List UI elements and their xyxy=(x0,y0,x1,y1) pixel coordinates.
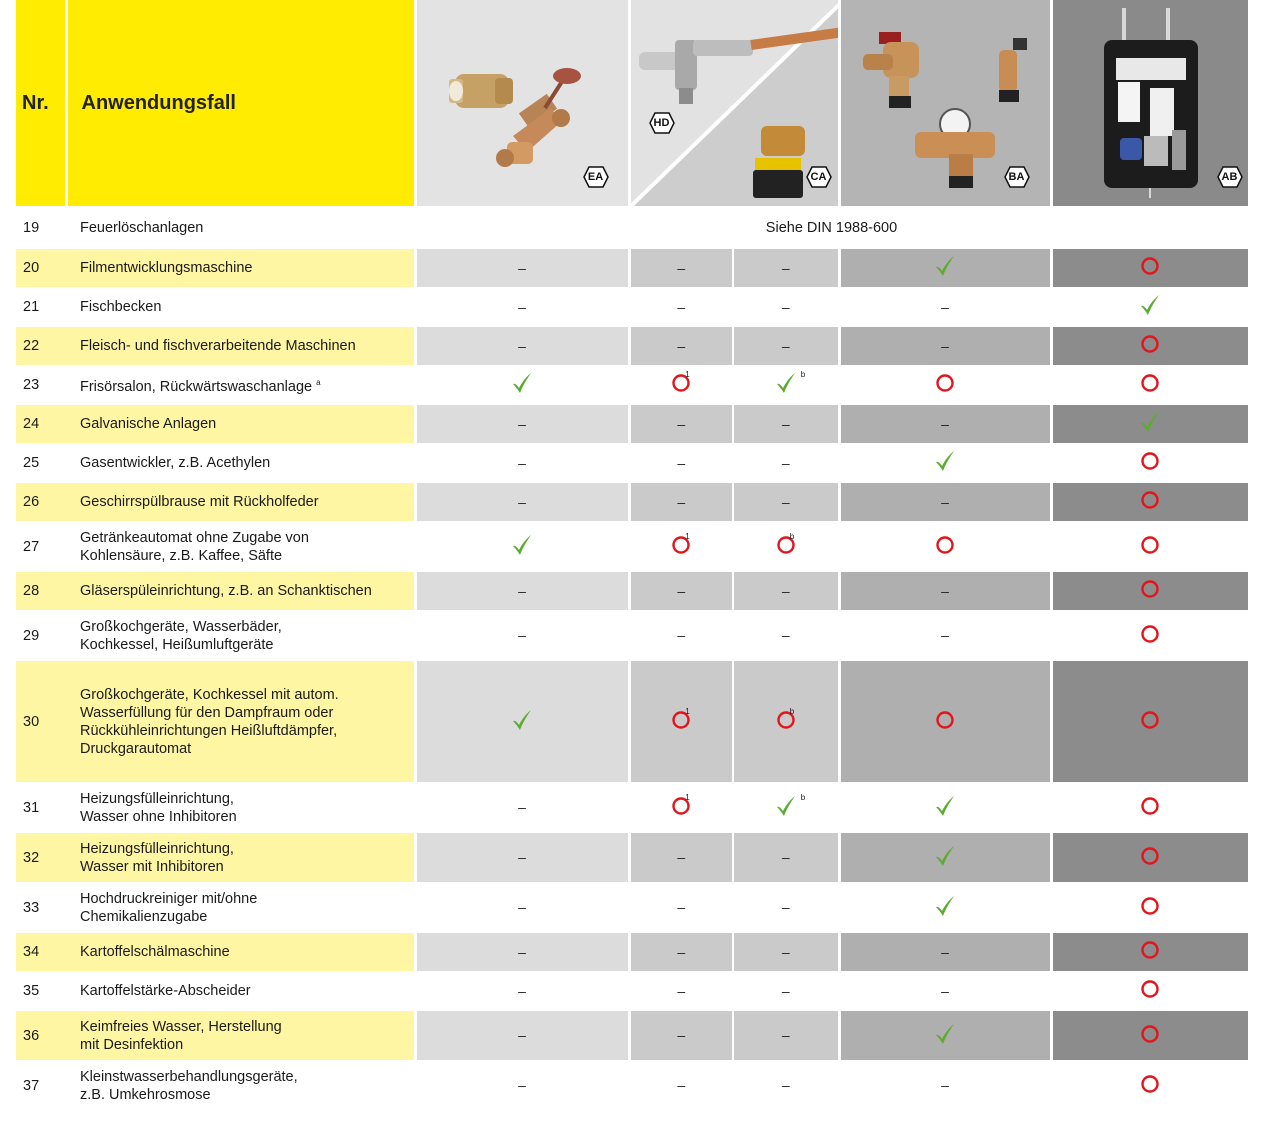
application-case-line: Hochdruckreiniger mit/ohne xyxy=(80,890,258,907)
check-icon xyxy=(511,372,533,398)
cell-hd xyxy=(629,611,733,661)
dash-symbol: – xyxy=(677,899,686,915)
application-case-line: Druckgarautomat xyxy=(80,740,192,757)
cell-ca xyxy=(733,611,839,661)
circle-icon xyxy=(671,792,691,820)
cell-hd xyxy=(629,883,733,933)
check-icon xyxy=(1139,411,1161,437)
cell-hd xyxy=(629,972,733,1011)
dash-symbol: – xyxy=(518,943,526,960)
row-number: 28 xyxy=(16,572,66,611)
application-case-line: z.B. Umkehrosmose xyxy=(80,1086,211,1103)
cell-ca xyxy=(733,933,839,972)
check-icon xyxy=(934,450,956,476)
cell-ba xyxy=(839,933,1051,972)
cell-hd xyxy=(629,661,733,783)
check-icon xyxy=(511,709,533,735)
cell-hd xyxy=(629,833,733,883)
cell-ca xyxy=(733,833,839,883)
cell-footnote: b xyxy=(800,792,806,802)
application-case-line: Wasser ohne Inhibitoren xyxy=(80,808,237,825)
cell-ca xyxy=(733,972,839,1011)
application-case-line: Fleisch- und fischverarbeitende Maschinen xyxy=(80,338,356,354)
cell-ab xyxy=(1051,444,1248,483)
table-row xyxy=(16,833,1248,883)
cell-ea xyxy=(415,327,629,366)
application-case-line: Gasentwickler, z.B. Acethylen xyxy=(80,455,271,471)
cell-ba xyxy=(839,883,1051,933)
cell-ba xyxy=(839,522,1051,572)
column-header-anwendungsfall: Anwendungsfall xyxy=(66,0,415,207)
dash-symbol: – xyxy=(781,337,790,354)
table-row xyxy=(16,1061,1248,1111)
dash-symbol: – xyxy=(781,493,790,510)
circle-icon xyxy=(671,531,691,559)
application-case-line: Wasser mit Inhibitoren xyxy=(80,858,224,875)
cell-ab xyxy=(1051,366,1248,405)
dash-symbol: – xyxy=(781,415,790,432)
check-icon xyxy=(1139,294,1161,320)
cell-ea xyxy=(415,366,629,405)
cell-ea xyxy=(415,783,629,833)
table-row xyxy=(16,1011,1248,1061)
table-row xyxy=(16,483,1248,522)
dash-symbol: – xyxy=(677,582,686,599)
circle-icon xyxy=(1140,535,1160,559)
dash-symbol: – xyxy=(677,982,686,999)
cell-ea xyxy=(415,1061,629,1111)
dash-symbol: – xyxy=(781,982,790,999)
dash-symbol: – xyxy=(518,582,526,599)
dash-symbol: – xyxy=(677,493,686,510)
dash-symbol: – xyxy=(677,627,686,643)
application-case-line: Getränkeautomat ohne Zugabe von xyxy=(80,529,309,546)
footnote-ref: a xyxy=(316,378,321,388)
cell-ea xyxy=(415,572,629,611)
ea-badge: EA xyxy=(583,166,609,188)
check-icon xyxy=(934,795,956,821)
cell-ea xyxy=(415,1011,629,1061)
cell-ea xyxy=(415,833,629,883)
cell-ca xyxy=(733,405,839,444)
cell-ab xyxy=(1051,483,1248,522)
cell-footnote: 1 xyxy=(685,706,690,716)
dash-symbol: – xyxy=(518,849,526,865)
cell-ba xyxy=(839,972,1051,1011)
circle-icon xyxy=(1140,896,1160,920)
table-row xyxy=(16,327,1248,366)
application-case xyxy=(66,572,415,611)
application-case xyxy=(66,327,415,366)
application-case xyxy=(66,933,415,972)
cell-ba xyxy=(839,249,1051,288)
cell-ab xyxy=(1051,783,1248,833)
cell-hd xyxy=(629,783,733,833)
ba-badge: BA xyxy=(1004,166,1030,188)
cell-ab xyxy=(1051,1061,1248,1111)
application-case-line: mit Desinfektion xyxy=(80,1036,184,1053)
cell-ba xyxy=(839,327,1051,366)
table-row xyxy=(16,522,1248,572)
check-icon xyxy=(934,255,956,281)
dash-symbol: – xyxy=(518,415,526,432)
dash-symbol: – xyxy=(941,493,949,510)
application-case xyxy=(66,405,415,444)
cell-ba xyxy=(839,833,1051,883)
column-header-nr: Nr. xyxy=(16,0,66,207)
cell-ba xyxy=(839,611,1051,661)
cell-ab xyxy=(1051,288,1248,327)
dash-symbol: – xyxy=(941,627,949,643)
row-number: 21 xyxy=(16,288,66,327)
cell-ba xyxy=(839,572,1051,611)
table-row xyxy=(16,249,1248,288)
cell-hd xyxy=(629,327,733,366)
cell-ab xyxy=(1051,972,1248,1011)
cell-ea xyxy=(415,611,629,661)
cell-ea xyxy=(415,483,629,522)
cell-ab xyxy=(1051,522,1248,572)
application-case xyxy=(66,288,415,327)
dash-symbol: – xyxy=(677,259,686,276)
cell-footnote: b xyxy=(800,370,806,379)
check-icon xyxy=(934,1023,956,1049)
row-number: 24 xyxy=(16,405,66,444)
dash-symbol: – xyxy=(941,415,949,432)
dash-symbol: – xyxy=(677,1027,686,1043)
cell-ab xyxy=(1051,327,1248,366)
dash-symbol: – xyxy=(518,298,526,315)
cell-footnote: 1 xyxy=(685,792,690,802)
row-number: 22 xyxy=(16,327,66,366)
cell-ba xyxy=(839,288,1051,327)
application-case-line: Galvanische Anlagen xyxy=(80,416,217,432)
cell-ea xyxy=(415,249,629,288)
column-header-ea xyxy=(415,0,629,207)
cell-ba xyxy=(839,1061,1051,1111)
dash-symbol: – xyxy=(781,259,790,276)
check-icon xyxy=(934,845,956,871)
cell-hd xyxy=(629,249,733,288)
dash-symbol: – xyxy=(781,899,790,915)
row-number: 26 xyxy=(16,483,66,522)
dash-symbol: – xyxy=(941,943,949,960)
circle-icon xyxy=(1140,1024,1160,1048)
dash-symbol: – xyxy=(677,943,686,960)
cell-hd xyxy=(629,522,733,572)
application-case-line: Geschirrspülbrause mit Rückholfeder xyxy=(80,494,319,510)
cell-ca xyxy=(733,444,839,483)
application-case-line: Kartoffelschälmaschine xyxy=(80,944,230,960)
application-case-line: Heizungsfülleinrichtung, xyxy=(80,840,234,857)
dash-symbol: – xyxy=(781,454,790,471)
dash-symbol: – xyxy=(518,337,526,354)
cell-footnote: b xyxy=(789,706,795,716)
dash-symbol: – xyxy=(941,1077,949,1094)
cell-hd xyxy=(629,444,733,483)
dash-symbol: – xyxy=(677,849,686,865)
dash-symbol: – xyxy=(677,298,686,315)
cell-hd xyxy=(629,366,733,405)
circle-icon xyxy=(1140,796,1160,820)
check-icon xyxy=(775,792,806,821)
cell-ba xyxy=(839,783,1051,833)
cell-ab xyxy=(1051,572,1248,611)
row-number: 29 xyxy=(16,611,66,661)
circle-icon xyxy=(1140,451,1160,475)
dash-symbol: – xyxy=(781,298,790,315)
dash-symbol: – xyxy=(941,298,949,315)
application-case xyxy=(66,833,415,883)
check-icon xyxy=(934,895,956,921)
cell-ca xyxy=(733,327,839,366)
application-case-line: Großkochgeräte, Wasserbäder, xyxy=(80,618,282,635)
dash-symbol: – xyxy=(677,337,686,354)
cell-ba xyxy=(839,366,1051,405)
cell-ab xyxy=(1051,611,1248,661)
cell-ea xyxy=(415,522,629,572)
dash-symbol: – xyxy=(518,982,526,999)
circle-icon xyxy=(1140,490,1160,514)
dash-symbol: – xyxy=(518,259,526,276)
row-number: 34 xyxy=(16,933,66,972)
cell-ea xyxy=(415,444,629,483)
ea-valves-image xyxy=(443,50,593,180)
cell-hd xyxy=(629,933,733,972)
cell-hd xyxy=(629,483,733,522)
cell-hd xyxy=(629,288,733,327)
application-case-line: Wasserfüllung für den Dampfraum oder xyxy=(80,704,334,721)
circle-icon xyxy=(1140,373,1160,397)
dash-symbol: – xyxy=(518,493,526,510)
circle-icon xyxy=(671,370,691,397)
table-row xyxy=(16,661,1248,783)
table-row xyxy=(16,572,1248,611)
application-case-line: Rückkühleinrichtungen Heißluftdämpfer, xyxy=(80,722,338,739)
cell-ea xyxy=(415,883,629,933)
circle-icon xyxy=(1140,846,1160,870)
table-row xyxy=(16,405,1248,444)
cell-ca xyxy=(733,1011,839,1061)
row-number: 20 xyxy=(16,249,66,288)
row-number: 19 xyxy=(16,207,66,249)
table-row xyxy=(16,207,1248,249)
application-case-line: Kohlensäure, z.B. Kaffee, Säfte xyxy=(80,547,283,564)
application-case xyxy=(66,883,415,933)
application-case-line: Gläserspüleinrichtung, z.B. an Schanktischen xyxy=(80,583,372,599)
cell-ba xyxy=(839,483,1051,522)
cell-ab xyxy=(1051,661,1248,783)
dash-symbol: – xyxy=(781,1027,790,1043)
cell-ea xyxy=(415,933,629,972)
row-number: 35 xyxy=(16,972,66,1011)
application-case xyxy=(66,783,415,833)
circle-icon xyxy=(935,710,955,734)
application-case xyxy=(66,249,415,288)
row-number: 33 xyxy=(16,883,66,933)
table-row xyxy=(16,288,1248,327)
protection-matrix-table xyxy=(16,0,1248,1111)
check-icon xyxy=(511,534,533,560)
circle-icon xyxy=(1140,979,1160,1003)
cell-ca xyxy=(733,783,839,833)
cell-ba xyxy=(839,661,1051,783)
cell-ab xyxy=(1051,883,1248,933)
cell-hd xyxy=(629,1061,733,1111)
circle-icon xyxy=(1140,256,1160,280)
cell-hd xyxy=(629,1011,733,1061)
dash-symbol: – xyxy=(941,982,949,999)
row-number: 27 xyxy=(16,522,66,572)
cell-ca xyxy=(733,1061,839,1111)
cell-ba xyxy=(839,1011,1051,1061)
row-number: 30 xyxy=(16,661,66,783)
cell-ca xyxy=(733,483,839,522)
cell-footnote: 1 xyxy=(685,531,690,541)
ca-badge: CA xyxy=(806,166,832,188)
cell-ca xyxy=(733,883,839,933)
cell-hd xyxy=(629,572,733,611)
cell-footnote: b xyxy=(789,531,795,541)
dash-symbol: – xyxy=(941,337,949,354)
dash-symbol: – xyxy=(781,627,790,643)
table-row xyxy=(16,972,1248,1011)
dash-symbol: – xyxy=(518,1027,526,1043)
cell-footnote: 1 xyxy=(685,370,690,379)
dash-symbol: – xyxy=(518,454,526,471)
table-row xyxy=(16,611,1248,661)
dash-symbol: – xyxy=(781,943,790,960)
dash-symbol: – xyxy=(781,1077,790,1094)
circle-icon xyxy=(776,531,796,559)
circle-icon xyxy=(1140,579,1160,603)
application-case xyxy=(66,661,415,783)
application-case-line: Kartoffelstärke-Abscheider xyxy=(80,983,251,999)
cell-ab xyxy=(1051,833,1248,883)
cell-ca xyxy=(733,249,839,288)
circle-icon xyxy=(1140,334,1160,358)
cell-ea xyxy=(415,405,629,444)
cell-ab xyxy=(1051,933,1248,972)
ab-badge: AB xyxy=(1217,166,1243,188)
application-case xyxy=(66,522,415,572)
row-number: 32 xyxy=(16,833,66,883)
cell-ea xyxy=(415,288,629,327)
dash-symbol: – xyxy=(781,582,790,599)
row-number: 37 xyxy=(16,1061,66,1111)
application-case-line: Kleinstwasserbehandlungsgeräte, xyxy=(80,1068,298,1085)
column-header-ab xyxy=(1051,0,1248,207)
table-row xyxy=(16,933,1248,972)
application-case xyxy=(66,1011,415,1061)
application-case-line: Großkochgeräte, Kochkessel mit autom. xyxy=(80,686,339,703)
cell-ca xyxy=(733,288,839,327)
application-case-line: Filmentwicklungsmaschine xyxy=(80,260,253,276)
dash-symbol: – xyxy=(781,849,790,865)
application-case xyxy=(66,444,415,483)
cell-ba xyxy=(839,444,1051,483)
circle-icon xyxy=(1140,1074,1160,1098)
header-row xyxy=(16,0,1248,207)
cell-ab xyxy=(1051,405,1248,444)
cell-ea xyxy=(415,972,629,1011)
application-case xyxy=(66,483,415,522)
row-number: 31 xyxy=(16,783,66,833)
check-icon xyxy=(775,370,806,398)
application-case-line: Frisörsalon, Rückwärtswaschanlage xyxy=(80,378,313,395)
cell-hd xyxy=(629,405,733,444)
dash-symbol: – xyxy=(518,627,526,643)
application-case-line: Keimfreies Wasser, Herstellung xyxy=(80,1018,282,1035)
cell-ba xyxy=(839,405,1051,444)
cell-ab xyxy=(1051,1011,1248,1061)
circle-icon xyxy=(1140,624,1160,648)
application-case xyxy=(66,972,415,1011)
circle-icon xyxy=(1140,940,1160,964)
row-number: 25 xyxy=(16,444,66,483)
application-case-line: Kochkessel, Heißumluftgeräte xyxy=(80,636,274,653)
table-row xyxy=(16,883,1248,933)
circle-icon xyxy=(935,373,955,397)
application-case xyxy=(66,1061,415,1111)
application-case-line: Heizungsfülleinrichtung, xyxy=(80,790,234,807)
circle-icon xyxy=(935,535,955,559)
cell-ca xyxy=(733,522,839,572)
dash-symbol: – xyxy=(677,454,686,471)
hd-badge: HD xyxy=(649,112,675,134)
dash-symbol: – xyxy=(941,582,949,599)
cell-ea xyxy=(415,661,629,783)
table-row xyxy=(16,783,1248,833)
dash-symbol: – xyxy=(677,415,686,432)
cell-ab xyxy=(1051,249,1248,288)
application-case-line: Fischbecken xyxy=(80,299,162,315)
circle-icon xyxy=(776,706,796,734)
table-row xyxy=(16,366,1248,405)
circle-icon xyxy=(671,706,691,734)
column-header-hd-ca xyxy=(629,0,839,207)
dash-symbol: – xyxy=(677,1077,686,1094)
application-case: Feuerlöschanlagen xyxy=(66,207,415,249)
dash-symbol: – xyxy=(518,799,526,815)
ab-separation-station-image xyxy=(1096,8,1206,198)
application-case xyxy=(66,366,415,405)
column-header-ba xyxy=(839,0,1051,207)
dash-symbol: – xyxy=(518,899,526,915)
circle-icon xyxy=(1140,710,1160,734)
cell-ca xyxy=(733,572,839,611)
cell-ca xyxy=(733,366,839,405)
row-number: 36 xyxy=(16,1011,66,1061)
application-case xyxy=(66,611,415,661)
row-number: 23 xyxy=(16,366,66,405)
din-reference-note: Siehe DIN 1988-600 xyxy=(415,207,1248,249)
application-case-line: Chemikalienzugabe xyxy=(80,908,208,925)
dash-symbol: – xyxy=(518,1077,526,1094)
table-row xyxy=(16,444,1248,483)
cell-ca xyxy=(733,661,839,783)
